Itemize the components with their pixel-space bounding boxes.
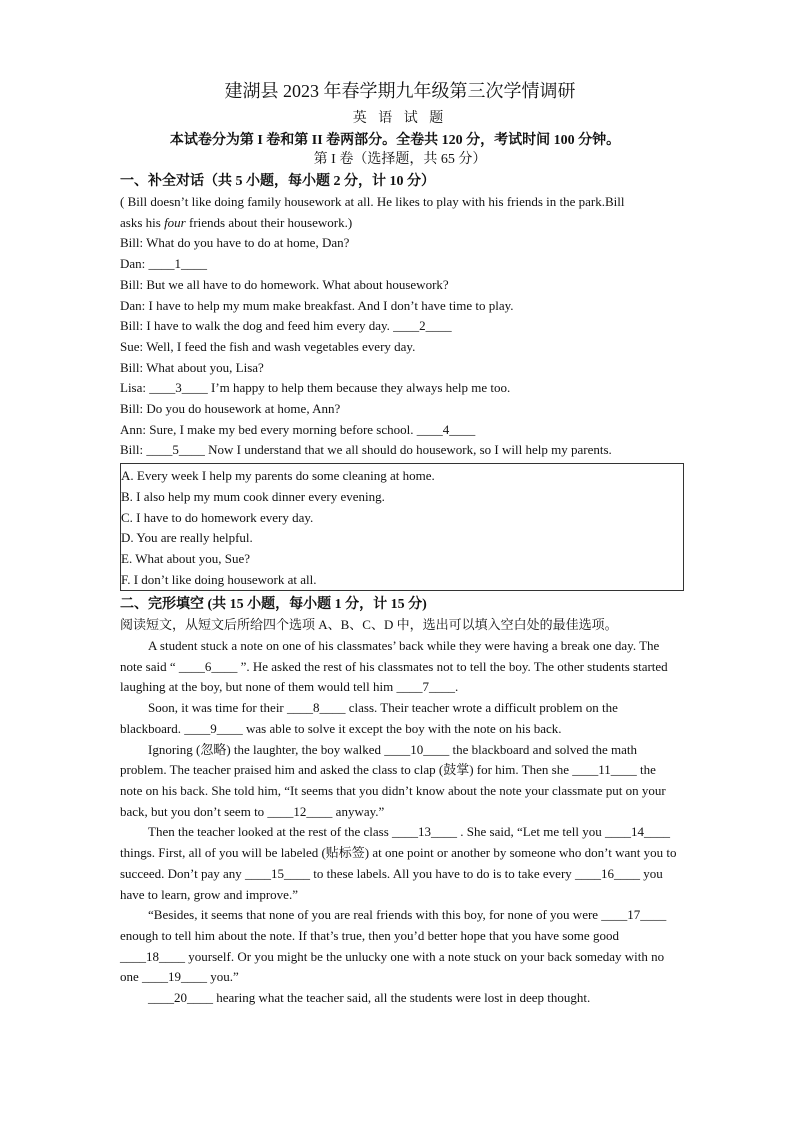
dialogue-intro-line2: [120, 213, 680, 234]
passage-paragraph: ____20____ hearing what the teacher said, all the students were lost in deep thought.: [148, 990, 591, 1006]
dialogue-intro-line1: ( Bill doesn’t like doing family housework at all. He likes to play with his friends in the park.Bill: [120, 194, 625, 209]
section-two-instruction: 阅读短文，从短文后所给四个选项 A、B、C、D 中，选出可以填入空白处的最佳选项。: [120, 617, 618, 633]
dialogue-line: Lisa: ____3____ I’m happy to help them because they always help me too.: [120, 380, 511, 396]
passage-paragraph: A student stuck a note on one of his classmates’ back while they were having a break one day. The note said “ ____6____ ”. He asked the rest of his classmates not to tell the boy. The other students started laughing at the boy, but none of them would tell him ____7____.: [120, 638, 668, 695]
part-one-heading: 第 I 卷（选择题，共 65 分）: [313, 152, 487, 167]
passage-paragraph: Soon, it was time for their ____8____ class. Their teacher wrote a difficult problem on the blackboard. ____9____ was able to solve it except the boy with the note on his back.: [120, 700, 618, 736]
dialogue-line: Bill: But we all have to do homework. What about housework?: [120, 276, 449, 292]
intro-emphasis: four: [164, 214, 186, 230]
dialogue-line: Bill: ____5____ Now I understand that we all should do housework, so I will help my parents.: [120, 442, 612, 458]
dialogue-line: Bill: What about you, Lisa?: [120, 359, 264, 375]
option-item: D. You are really helpful.: [121, 530, 253, 546]
section-two-heading: 二、完形填空 (共 15 小题，每小题 1 分，计 15 分): [120, 597, 427, 613]
options-box: [120, 463, 684, 591]
section-one-heading: 一、补全对话（共 5 小题，每小题 2 分，计 10 分）: [120, 174, 435, 189]
dialogue-line: Bill: What do you have to do at home, Dan?: [120, 235, 350, 251]
exam-title: 建湖县 2023 年春学期九年级第三次学情调研: [224, 81, 576, 101]
dialogue-line: Dan: I have to help my mum make breakfast. And I don’t have time to play.: [120, 297, 514, 313]
dialogue-line: Bill: Do you do housework at home, Ann?: [120, 401, 341, 417]
dialogue: [120, 233, 680, 461]
option-item: C. I have to do homework every day.: [121, 509, 314, 525]
option-item: E. What about you, Sue?: [121, 550, 251, 566]
passage-paragraph: Then the teacher looked at the rest of the class ____13____ . She said, “Let me tell you ____14____ things. First, all of you will be labeled (贴标签) at one point or another by someone who don’t want you to succeed. Don’t pay any ____15____ to these labels. All you have to do is to take every ____16____ you have to learn, grow and improve.”: [120, 824, 677, 902]
intro-text: asks his: [120, 214, 165, 230]
option-item: F. I don’t like doing housework at all.: [121, 571, 317, 587]
subject-title: 英 语 试 题: [352, 111, 448, 126]
option-item: A. Every week I help my parents do some cleaning at home.: [121, 468, 435, 484]
dialogue-line: Bill: I have to walk the dog and feed him every day. ____2____: [120, 318, 452, 334]
exam-notice: 本试卷分为第 I 卷和第 II 卷两部分。全卷共 120 分，考试时间 100 分钟。: [169, 133, 621, 148]
dialogue-line: Ann: Sure, I make my bed every morning before school. ____4____: [120, 421, 476, 437]
passage-paragraph: “Besides, it seems that none of you are real friends with this boy, for none of you were ____17____ enough to tell him about the note. If that’s true, then you’d better hope that you have some good ____18____ yourself. Or you might be the unlucky one with a note stuck on your back someday with no one ____19____ you.”: [120, 907, 667, 985]
option-item: B. I also help my mum cook dinner every evening.: [121, 488, 385, 504]
cloze-passage: [120, 636, 680, 1009]
dialogue-line: Dan: ____1____: [120, 256, 208, 272]
passage-paragraph: Ignoring (忽略) the laughter, the boy walked ____10____ the blackboard and solved the math problem. The teacher praised him and asked the class to clap (鼓掌) for him. Then she ____11____ the note on his back. She told him, “It seems that you didn’t know about the note your classmate put on your back, but you don’t seem to ____12____ anyway.”: [120, 741, 666, 819]
exam-page: [120, 80, 680, 1009]
intro-text-end: friends about their housework.): [185, 214, 353, 230]
dialogue-line: Sue: Well, I feed the fish and wash vegetables every day.: [120, 338, 416, 354]
